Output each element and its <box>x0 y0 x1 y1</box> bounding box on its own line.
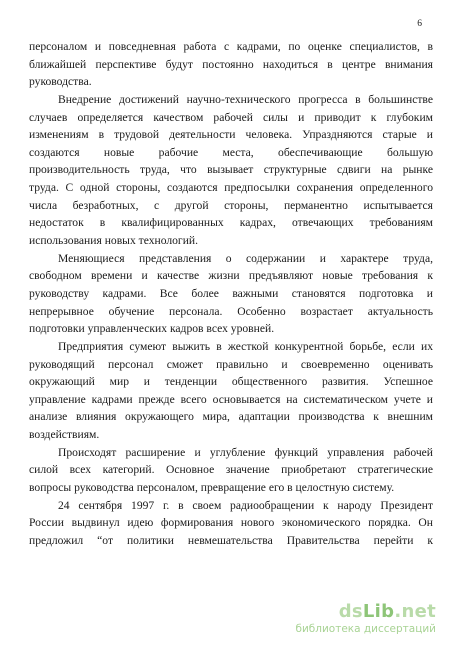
text-line: Меняющиеся представления о содержании и характере труда, <box>58 251 433 265</box>
text-line: 24 сентября 1997 г. в своем радиообращении к народу Президент <box>58 498 433 512</box>
paragraph <box>29 444 433 497</box>
text-line: Предприятия сумеют выжить в жесткой конкурентной борьбе, если их <box>58 339 433 353</box>
text-line: ближайшей перспективе будут постоянно находиться в центре внимания <box>29 57 433 71</box>
paragraph <box>29 250 433 338</box>
text-line: подготовки управленческих кадров всех уровней. <box>29 322 275 336</box>
text-line: персоналом и повседневная работа с кадрами, по оценке специалистов, в <box>29 40 433 53</box>
text-line: изменениям в трудовой деятельности человека. Упраздняются старые и <box>29 128 433 142</box>
text-line: Внедрение достижений научно-технического прогресса в большинстве <box>58 92 433 106</box>
watermark-logo-net: .net <box>394 601 436 622</box>
text-line: предложил “от политики невмешательства Правительства перейти к <box>29 533 433 547</box>
paragraph <box>29 91 433 250</box>
text-line: руководства. <box>29 75 92 89</box>
paragraph <box>29 338 433 444</box>
watermark <box>276 602 436 636</box>
text-line: свободном времени и качестве жизни предъявляют новые требования к <box>29 269 433 283</box>
text-line: случаев определяется качеством рабочей силы и приводит к глубоким <box>29 110 433 124</box>
text-line: России выдвинул идею формирования нового экономического порядка. Он <box>29 516 433 530</box>
paragraph <box>29 497 433 550</box>
text-line: управление кадрами прежде всего основывается на систематическом учете и <box>29 392 433 406</box>
watermark-logo-ds: ds <box>338 601 363 622</box>
watermark-subtitle: библиотека диссертаций <box>295 623 436 635</box>
text-line: анализе влияния окружающего мира, адаптации производства к внешним <box>29 410 433 424</box>
text-line: недостаток в квалифицированных кадрах, отвечающих требованиям <box>29 216 433 230</box>
text-line: окружающий мир и тенденции общественного развития. Успешное <box>29 375 433 389</box>
text-line: руководящий персонал сможет правильно и своевременно оценивать <box>29 357 433 371</box>
text-line: непрерывное обучение персонала. Особенно возрастает актуальность <box>29 304 433 318</box>
page-number: 6 <box>417 19 422 29</box>
watermark-logo <box>276 602 436 622</box>
text-line: производительность труда, что вызывает структурные сдвиги на рынке <box>29 163 433 177</box>
text-line: создаются новые рабочие места, обеспечивающие большую <box>29 145 433 159</box>
text-line: силой всех категорий. Основное значение приобретают стратегические <box>29 463 433 477</box>
paragraph <box>29 38 433 91</box>
text-line: воздействиям. <box>29 428 100 442</box>
text-line: руководству кадрами. Все более важными становятся подготовка и <box>29 286 433 300</box>
text-line: числа безработных, с другой стороны, перманентно испытывается <box>29 198 433 212</box>
text-line: труда. С одной стороны, создаются предпосылки сохранения определенного <box>29 181 433 195</box>
text-line: использования новых технологий. <box>29 234 198 248</box>
document-body <box>29 38 433 550</box>
text-line: вопросы руководства персоналом, превращение его в целостную систему. <box>29 481 395 495</box>
text-line: Происходят расширение и углубление функций управления рабочей <box>58 445 433 459</box>
watermark-logo-lib: Lib <box>362 601 395 622</box>
